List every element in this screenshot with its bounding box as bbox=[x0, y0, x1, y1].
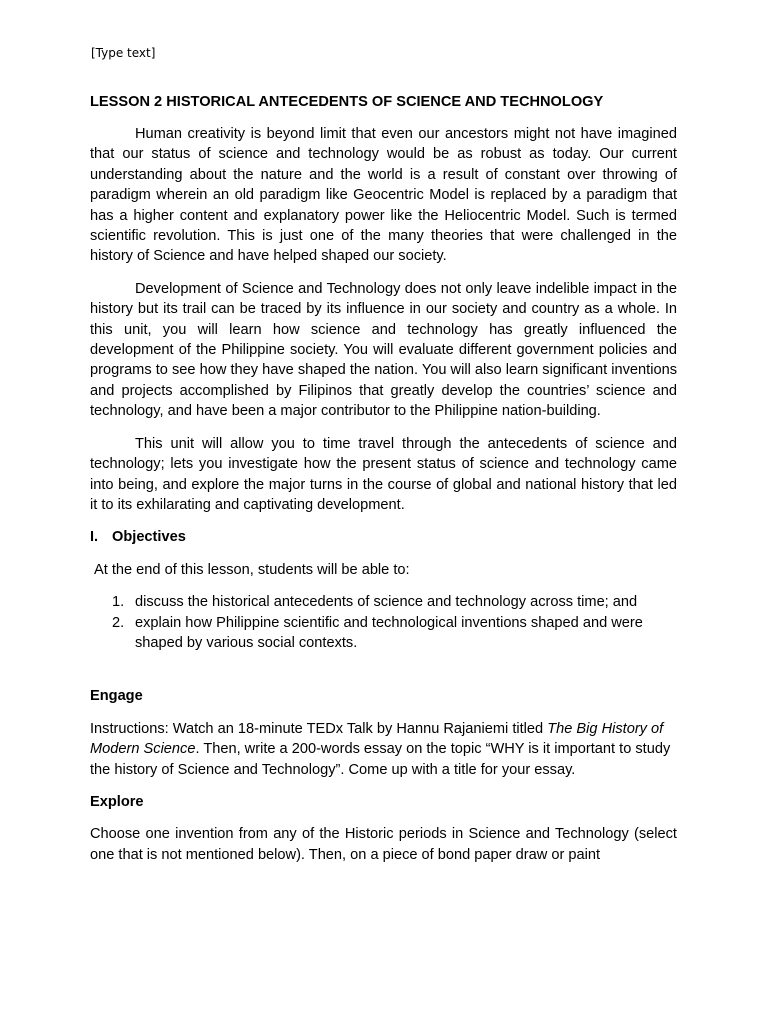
list-item bbox=[90, 613, 677, 654]
objectives-heading-label: Objectives bbox=[112, 529, 186, 546]
header-placeholder: [Type text] bbox=[91, 46, 156, 60]
objectives-number: I. bbox=[90, 529, 99, 546]
lesson-title: LESSON 2 HISTORICAL ANTECEDENTS OF SCIENCE AND TECHNOLOGY bbox=[90, 94, 604, 110]
engage-instructions bbox=[90, 719, 677, 780]
explore-instructions: Choose one invention from any of the Historic periods in Science and Technology (select one that is not mentioned below). Then, on a piece of bond paper draw or paint bbox=[90, 826, 677, 863]
document-body bbox=[90, 92, 677, 865]
engage-text-before: Instructions: Watch an 18-minute TEDx Talk by Hannu Rajaniemi titled bbox=[90, 720, 548, 737]
lesson-paragraph-2: Development of Science and Technology does not only leave indelible impact in the history but its trail can be traced by its influence in our society and country as a whole. In this unit, you will learn how science and technology has greatly influenced the development of the Philippine society. You will evaluate different government policies and programs to see how they have shaped the nation. You will also learn significant inventions and projects accomplished by Filipinos that greatly develop the countries’ science and technology, and have been a major contributor to the Philippine nation-building. bbox=[90, 280, 677, 420]
objectives-heading bbox=[90, 527, 677, 547]
engage-heading: Engage bbox=[90, 688, 143, 705]
lesson-paragraph-1: Human creativity is beyond limit that even our ancestors might not have imagined that our status of science and technology would be as robust as today. Our current understanding about the nature and the world is a result of constant over throwing of paradigm wherein an old paradigm like Geocentric Model is replaced by a paradigm that has a higher content and explanatory power like the Heliocentric Model. Such is termed scientific revolution. This is just one of the many theories that were challenged in the history of Science and have helped shaped our society. bbox=[90, 126, 677, 265]
list-item-text: discuss the historical antecedents of science and technology across time; and bbox=[135, 594, 638, 611]
engage-text-after: . Then, write a 200-words essay on the topic “WHY is it important to study the history of Science and Technology”. Come up with a title for your essay. bbox=[90, 741, 671, 778]
objectives-intro: At the end of this lesson, students will be able to: bbox=[94, 561, 410, 578]
objectives-list bbox=[90, 592, 677, 653]
explore-heading: Explore bbox=[90, 793, 144, 810]
engage-video-title: The Big History of Modern Science bbox=[90, 720, 664, 758]
list-item-text: explain how Philippine scientific and technological inventions shaped and were shaped by various social contexts. bbox=[135, 614, 643, 651]
list-item bbox=[90, 592, 677, 612]
list-marker: 1. bbox=[112, 594, 125, 611]
list-marker: 2. bbox=[112, 614, 125, 631]
lesson-paragraph-3: This unit will allow you to time travel through the antecedents of science and technology; lets you investigate how the present status of science and technology came into being, and explore the major turns in the course of global and national history that led it to its exhilarating and captivating development. bbox=[90, 435, 677, 513]
